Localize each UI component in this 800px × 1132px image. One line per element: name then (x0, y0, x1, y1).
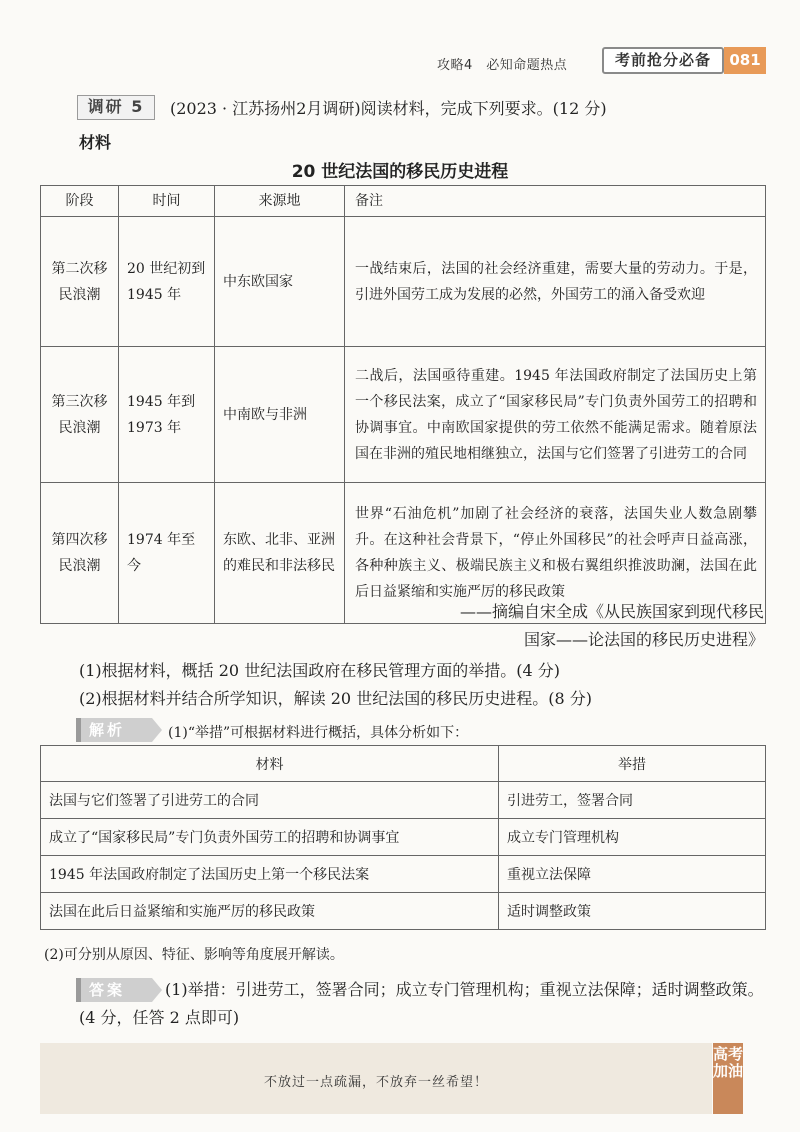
cell-source: 中南欧与非洲 (215, 347, 345, 483)
table-row (41, 819, 766, 856)
cell-stage: 第二次移民浪潮 (41, 217, 119, 347)
analysis-text: (1)“举措”可根据材料进行概括，具体分析如下： (168, 725, 469, 741)
cell-time: 1974 年至今 (119, 483, 215, 624)
header-note: 备注 (345, 186, 766, 217)
header-section: 攻略4 必知命题热点 (437, 58, 568, 73)
table-header-row (41, 186, 766, 217)
header-material: 材料 (41, 746, 499, 782)
header-measure: 举措 (499, 746, 766, 782)
measures-table (40, 745, 766, 930)
analysis-note-2: (2)可分别从原因、特征、影响等角度展开解读。 (44, 947, 344, 963)
task-1: (1)根据材料，概括 20 世纪法国政府在移民管理方面的举措。(4 分) (79, 661, 560, 680)
analysis-tag: 解析 (76, 718, 152, 742)
cell-source: 东欧、北非、亚洲的难民和非法移民 (215, 483, 345, 624)
table-row (41, 782, 766, 819)
header-source: 来源地 (215, 186, 345, 217)
cell-note: 一战结束后，法国的社会经济重建，需要大量的劳动力。于是，引进外国劳工成为发展的必然，外国劳工的涌入备受欢迎 (345, 217, 766, 347)
header-time: 时间 (119, 186, 215, 217)
table-header-row (41, 746, 766, 782)
cell-time: 20 世纪初到1945 年 (119, 217, 215, 347)
header-badge: 考前抢分必备 (602, 47, 724, 74)
question-tag: 调研 5 (77, 95, 155, 120)
material-label: 材料 (79, 133, 112, 152)
cell-material: 法国在此后日益紧缩和实施严厉的移民政策 (41, 893, 499, 930)
cell-time: 1945 年到1973 年 (119, 347, 215, 483)
cell-measure: 适时调整政策 (499, 893, 766, 930)
header-stage: 阶段 (41, 186, 119, 217)
side-tab: 高考加油 (713, 1043, 743, 1114)
table-row (41, 856, 766, 893)
cell-material: 法国与它们签署了引进劳工的合同 (41, 782, 499, 819)
answer-tag: 答案 (76, 978, 152, 1002)
cell-stage: 第三次移民浪潮 (41, 347, 119, 483)
question-text: (2023 · 江苏扬州2月调研)阅读材料，完成下列要求。(12 分) (170, 99, 607, 118)
cell-material: 1945 年法国政府制定了法国历史上第一个移民法案 (41, 856, 499, 893)
cell-material: 成立了“国家移民局”专门负责外国劳工的招聘和协调事宜 (41, 819, 499, 856)
answer-text: (1)举措：引进劳工，签署合同；成立专门管理机构；重视立法保障；适时调整政策。(4 分，任答 2 点即可) (79, 980, 764, 1027)
footer-motto: 不放过一点疏漏，不放弃一丝希望！ (263, 1075, 488, 1090)
source-line-2: 国家——论法国的移民历史进程》 (523, 630, 764, 649)
cell-measure: 成立专门管理机构 (499, 819, 766, 856)
task-2: (2)根据材料并结合所学知识，解读 20 世纪法国的移民历史进程。(8 分) (79, 689, 592, 708)
source-line-1: ——摘编自宋全成《从民族国家到现代移民 (459, 602, 764, 621)
cell-measure: 重视立法保障 (499, 856, 766, 893)
source-citation (404, 598, 764, 654)
table-title: 20 世纪法国的移民历史进程 (291, 162, 509, 182)
migration-table (40, 185, 766, 624)
cell-source: 中东欧国家 (215, 217, 345, 347)
table-row (41, 347, 766, 483)
table-row (41, 217, 766, 347)
cell-stage: 第四次移民浪潮 (41, 483, 119, 624)
table-row (41, 893, 766, 930)
cell-note: 二战后，法国亟待重建。1945 年法国政府制定了法国历史上第一个移民法案，成立了“国家移民局”专门负责外国劳工的招聘和协调事宜。中南欧国家提供的劳工依然不能满足需求。随着原法国在非洲的殖民地相继独立，法国与它们签署了引进劳工的合同 (345, 347, 766, 483)
cell-note: 世界“石油危机”加剧了社会经济的衰落，法国失业人数急剧攀升。在这种社会背景下，“停止外国移民”的社会呼声日益高涨，各种种族主义、极端民族主义和极右翼组织推波助澜，法国在此后日益紧缩和实施严厉的移民政策 (345, 483, 766, 624)
cell-measure: 引进劳工，签署合同 (499, 782, 766, 819)
page-number: 081 (724, 47, 766, 74)
